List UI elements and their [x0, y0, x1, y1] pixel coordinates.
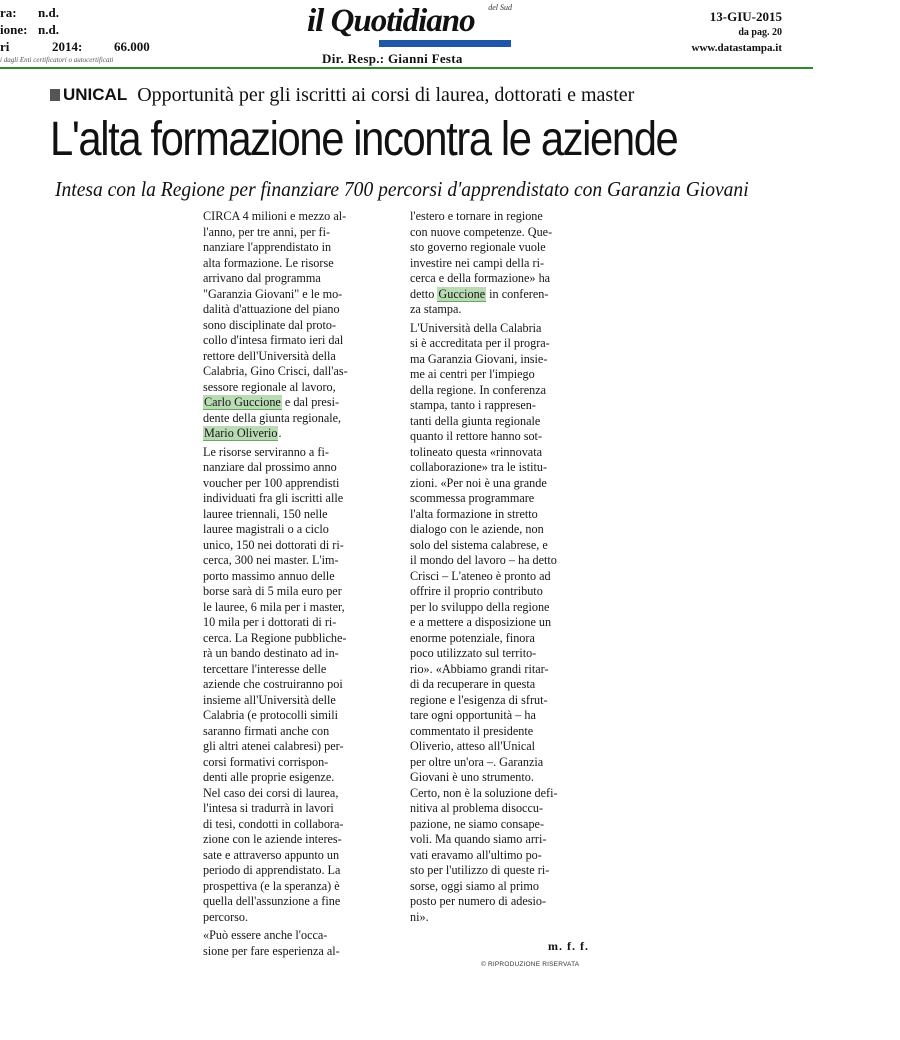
article-column-1 [203, 209, 389, 959]
clipping-info [0, 4, 150, 65]
info-value: n.d. [38, 22, 59, 37]
info-label: ri [0, 39, 10, 54]
highlighted-name: Mario Oliverio [204, 426, 278, 440]
clipping-info-row [0, 21, 113, 38]
issue-date: 13-GIU-2015 [709, 9, 782, 24]
clipping-note: i dagli Enti certificatori o autocertificati [0, 56, 114, 64]
masthead-subtitle: del Sud [488, 3, 512, 12]
clipping-info-row [0, 4, 113, 21]
kicker-text: Opportunità per gli iscritti ai corsi di laurea, dottorati e master [137, 84, 635, 106]
highlighted-name: Carlo Guccione [204, 395, 281, 409]
text-run: CIRCA 4 milioni e mezzo al- l'anno, per tre anni, per fi- nanziare l'apprendistato in alta formazione. Le risorse arrivano dal programma "Garanzia Giovani" e le mo- dalità d'attuazione del piano sono disciplinate dal proto- collo d'intesa firmato ieri dal rettore dell'Università della Calabria, Gino Crisci, dall'as- sessore regionale al lavoro, [203, 209, 348, 394]
text-run: e dal presi- dente della giunta regionale, [203, 395, 342, 425]
info-label: ione: [0, 22, 28, 37]
page-reference: da pag. 20 [738, 27, 782, 38]
director-line: Dir. Resp.: Gianni Festa [322, 51, 463, 66]
header-rule [0, 67, 813, 69]
article-headline: L'alta formazione incontra le aziende [50, 113, 678, 166]
text-run: in conferen- za stampa. [410, 286, 549, 316]
article-column-2 [410, 209, 596, 925]
section-tag-label: UNICAL [63, 85, 128, 104]
info-value: n.d. [38, 5, 59, 20]
paragraph: «Può essere anche l'occa- sione per fare esperienza al- [203, 928, 340, 958]
clipping-info-row [0, 38, 150, 55]
info-label: ra: [0, 5, 17, 20]
tag-square-icon [50, 89, 60, 101]
paragraph [410, 209, 596, 318]
paragraph: Le risorse serviranno a fi- nanziare dal prossimo anno voucher per 100 apprendisti individuati fra gli iscritti alle lauree triennali, 150 nelle lauree magistrali o a ciclo unico, 150 nei dottorati di ri- cerca, 300 nei master. L'im- porto massimo annuo delle borse sarà di 5 mila euro per le lauree, 6 mila per i master, 10 mila per i dottorati di ri- cerca. La Regione pubbliche- rà un bando destinato ad in- tercettare l'interesse delle aziende che costruiranno poi insieme all'Università delle Calabria (e protocolli simili saranno firmati anche con gli altri atenei calabresi) per- corsi formativi corrispon- denti alle proprie esigenze. Nel caso dei corsi di laurea, l'intesa si tradurrà in lavori di tesi, condotti in collabora- zione con le aziende interes- sate e attraverso appunto un periodo di apprendistato. La prospettiva (e la speranza) è quella dell'assunzione a fine percorso. [203, 444, 347, 924]
text-run: . [278, 426, 282, 440]
source-website: www.datastampa.it [691, 42, 782, 54]
clipping-meta [692, 9, 782, 56]
highlighted-name: Guccione [438, 286, 486, 301]
paragraph: L'Università della Calabria si è accreditata per il progra- ma Garanzia Giovani, insie- me ai centri per l'impiego della regione. In conferenza stampa, tanto i rappresen- tanti della giunta regionale quanto il rettore hanno sot- tolineato questa «rinnovata collaborazione» tra le istitu- zioni. «Per noi è una grande scommessa programmare l'alta formazione in stretto dialogo con le aziende, non solo del sistema calabrese, e il mondo del lavoro – ha detto Crisci – L'ateneo è pronto ad offrire il proprio contributo per lo sviluppo della regione e a mettere a disposizione un enorme potenziale, finora poco utilizzato sul territo- rio». «Abbiamo grandi ritar- di da recuperare in questa regione e l'esigenza di sfrut- tare ogni opportunità – ha commentato il presidente Oliverio, atteso all'Unical per oltre un'ora –. Garanzia Giovani è uno strumento. Certo, non è la soluzione defi- nitiva al problema disoccu- pazione, ne siamo consape- voli. Ma quando siamo arri- vati eravamo all'ultimo po- sto per l'utilizzo di queste ri- sorse, oggi siamo al primo posto per numero di adesio- ni». [410, 320, 558, 924]
masthead-bar [379, 40, 511, 47]
info-value: 2014: [52, 39, 83, 54]
copyright-notice: © RIPRODUZIONE RISERVATA [481, 961, 580, 968]
author-signature: m. f. f. [548, 939, 589, 953]
masthead-title: il Quotidiano [307, 3, 475, 39]
article-kicker [50, 84, 634, 106]
info-extra: 66.000 [114, 39, 150, 54]
text-run: l'estero e tornare in regione con nuove competenze. Que- sto governo regionale vuole investire nei campi della ri- cerca e della formazione» ha detto [410, 209, 553, 301]
article-subtitle: Intesa con la Regione per finanziare 700 percorsi d'apprendistato con Garanzia Giovani [55, 177, 749, 201]
section-tag [50, 84, 127, 106]
paragraph [203, 209, 389, 442]
newspaper-logo [307, 3, 512, 49]
